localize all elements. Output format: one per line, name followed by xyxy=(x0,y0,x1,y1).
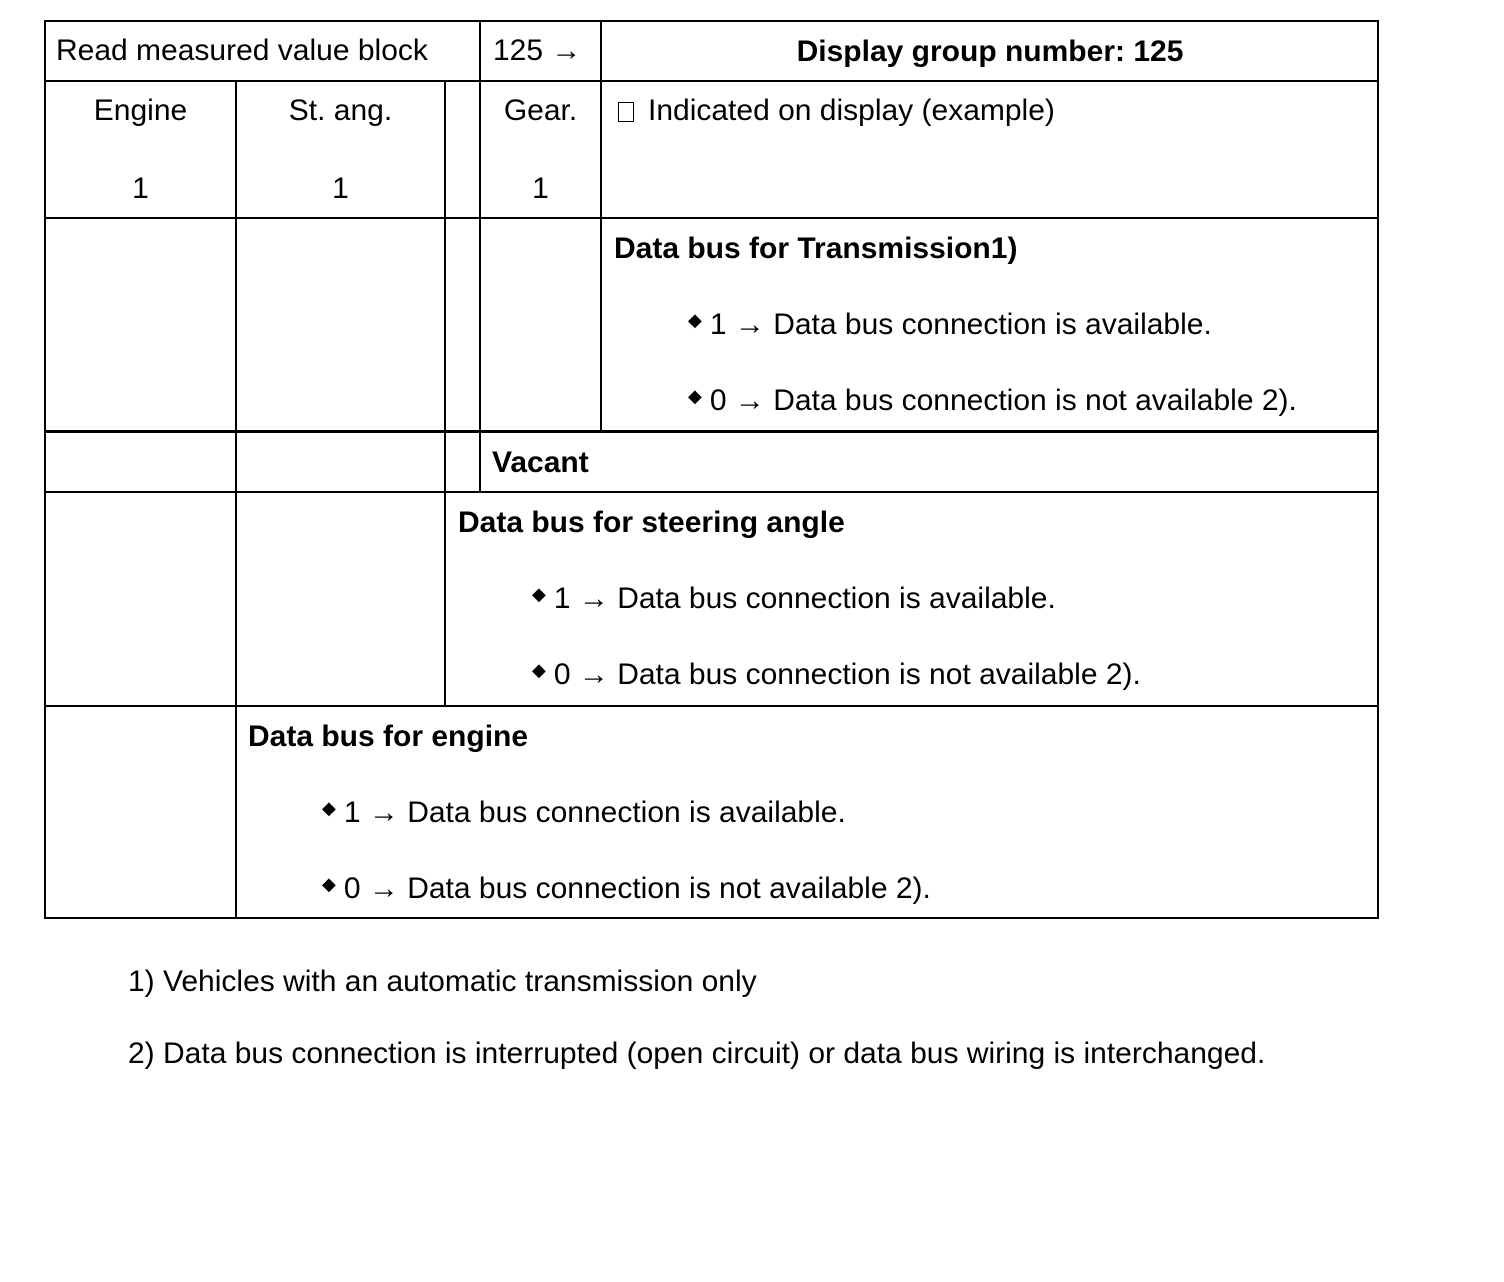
display-group-title: Display group number: 125 xyxy=(796,35,1184,68)
stang-column-value: 1 xyxy=(332,172,349,205)
col-line-display xyxy=(600,20,602,433)
table-border-left xyxy=(44,20,46,919)
col-line-gear xyxy=(479,20,481,493)
engine-item xyxy=(322,796,846,833)
steering-title: Data bus for steering angle xyxy=(458,506,845,539)
bullet-diamond-icon: ◆ xyxy=(532,660,546,680)
col-line-stang xyxy=(444,80,446,707)
transmission-item xyxy=(688,308,1212,345)
engine-item-text: 1 → Data bus connection is available. xyxy=(343,796,846,829)
steering-item xyxy=(532,582,1056,619)
table-line-steering-bottom xyxy=(44,705,1379,707)
stang-column-label: St. ang. xyxy=(288,94,393,127)
table-line-header-bottom xyxy=(44,80,1379,82)
table-line-transmission-bottom xyxy=(44,430,1379,433)
engine-item-text: 0 → Data bus connection is not available 2). xyxy=(343,872,931,905)
steering-item-text: 0 → Data bus connection is not available 2). xyxy=(553,658,1141,691)
table-border-top xyxy=(44,20,1379,22)
bullet-diamond-icon: ◆ xyxy=(322,874,336,894)
transmission-title: Data bus for Transmission1) xyxy=(614,232,1018,265)
indicated-label: Indicated on display (example) xyxy=(648,94,1055,127)
table-border-right xyxy=(1377,20,1379,919)
footnote-2: 2) Data bus connection is interrupted (open circuit) or data bus wiring is interchanged. xyxy=(128,1037,1266,1070)
engine-column-label: Engine xyxy=(93,94,188,127)
engine-title: Data bus for engine xyxy=(248,720,529,753)
engine-column-value: 1 xyxy=(132,172,149,205)
vacant-label: Vacant xyxy=(492,446,589,479)
gear-column-label: Gear. xyxy=(503,94,578,127)
checkbox-square-icon xyxy=(618,102,634,122)
engine-item xyxy=(322,872,931,909)
table-line-columns-bottom xyxy=(44,217,1379,219)
table-border-bottom xyxy=(44,917,1379,919)
steering-item xyxy=(532,658,1141,695)
footnote-1: 1) Vehicles with an automatic transmission only xyxy=(128,965,757,998)
bullet-diamond-icon: ◆ xyxy=(688,386,702,406)
transmission-item-text: 1 → Data bus connection is available. xyxy=(709,308,1212,341)
bullet-diamond-icon: ◆ xyxy=(688,310,702,330)
indicated-on-display xyxy=(618,94,1055,128)
transmission-item xyxy=(688,384,1297,421)
gear-column-value: 1 xyxy=(532,172,549,205)
bullet-diamond-icon: ◆ xyxy=(322,798,336,818)
steering-item-text: 1 → Data bus connection is available. xyxy=(553,582,1056,615)
read-block-label: Read measured value block xyxy=(56,34,428,67)
block-number: 125 → xyxy=(493,34,582,67)
transmission-item-text: 0 → Data bus connection is not available 2). xyxy=(709,384,1297,417)
bullet-diamond-icon: ◆ xyxy=(532,584,546,604)
table-line-vacant-bottom xyxy=(44,491,1379,493)
